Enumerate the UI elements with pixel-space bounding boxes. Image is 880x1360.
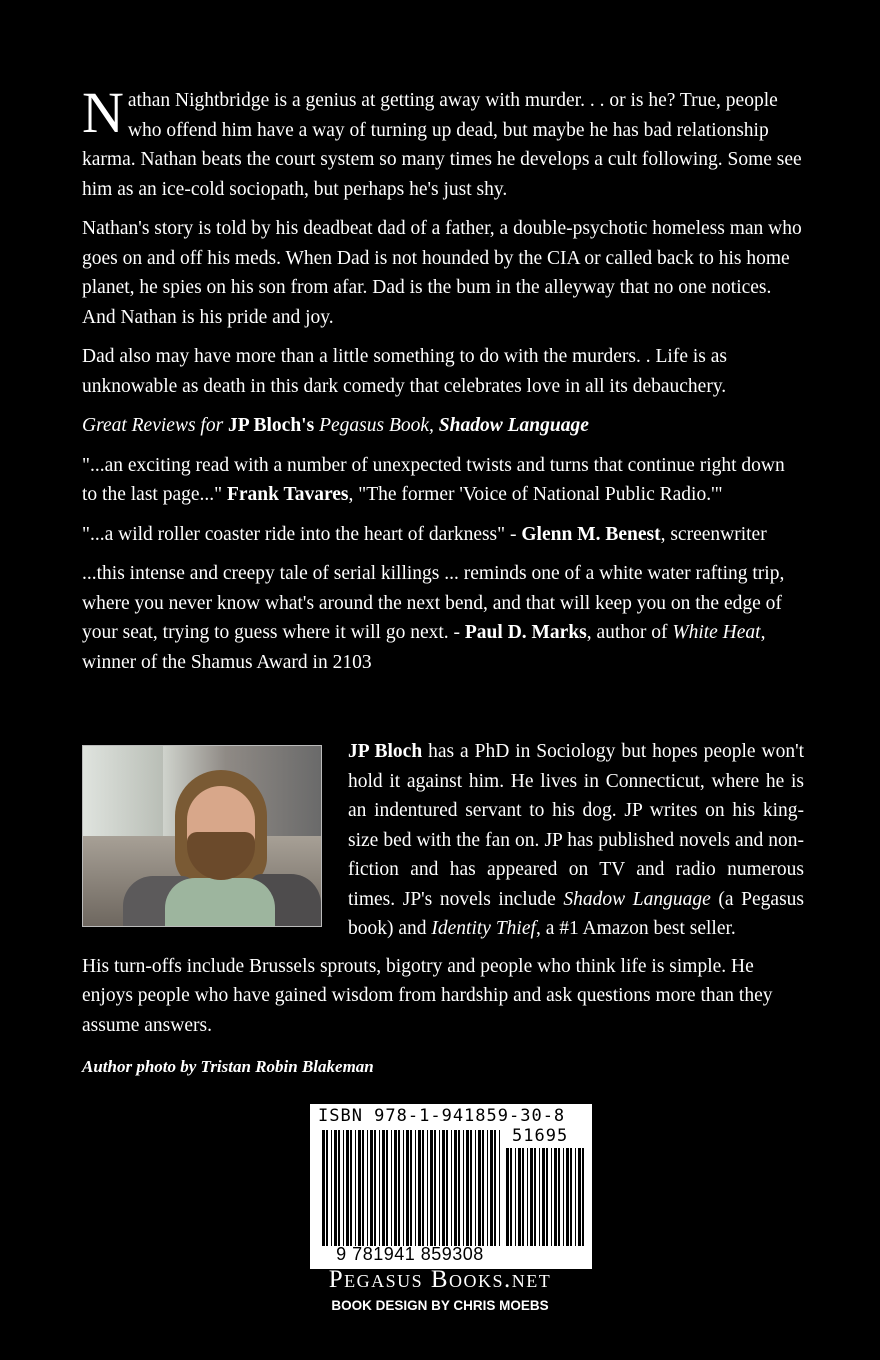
synopsis bbox=[82, 80, 804, 687]
price-code: 51695 bbox=[512, 1126, 569, 1146]
synopsis-paragraph-3: Dad also may have more than a little something to do with the murders. . Life is as unknowable as death in this dark comedy that celebrates love in all its debauchery. bbox=[82, 346, 727, 397]
reviews-heading-title: Shadow Language bbox=[438, 415, 589, 436]
review-2-name: Glenn M. Benest bbox=[521, 523, 661, 545]
reviews-heading-prefix: Great Reviews for bbox=[82, 415, 229, 436]
review-1 bbox=[82, 451, 804, 510]
review-3-mid: , author of bbox=[586, 622, 673, 643]
barcode-bars-addon bbox=[506, 1148, 586, 1246]
reviews-heading-mid: Pegasus Book, bbox=[314, 415, 439, 436]
design-credit: BOOK DESIGN BY CHRIS MOEBS bbox=[331, 1298, 549, 1313]
review-3-book: White Heat bbox=[672, 622, 761, 643]
review-3-end: , winner of the Shamus Award in 2103 bbox=[82, 622, 766, 673]
review-2-quote: "...a wild roller coaster ride into the heart of darkness" - bbox=[82, 523, 522, 545]
review-1-quote: "...an exciting read with a number of unexpected twists and turns that continue right down to the last page..." bbox=[82, 454, 785, 505]
review-1-role: , "The former 'Voice of National Public Radio.'" bbox=[348, 484, 723, 505]
isbn-barcode bbox=[310, 1104, 592, 1269]
review-2 bbox=[82, 520, 804, 550]
publisher-name: Pegasus Books.net bbox=[328, 1266, 552, 1293]
author-photo bbox=[82, 745, 322, 927]
author-name: JP Bloch bbox=[348, 741, 423, 762]
ean-number: 9 781941 859308 bbox=[336, 1244, 484, 1264]
photo-credit: Author photo by Tristan Robin Blakeman bbox=[82, 1057, 374, 1076]
review-3 bbox=[82, 559, 804, 677]
author-bio-2: (a Pegasus book) and bbox=[348, 888, 805, 939]
author-book-1: Shadow Language bbox=[563, 888, 711, 910]
author-bio-extra: His turn-offs include Brussels sprouts, bigotry and people who think life is simple. He enjoys people who have gained wisdom from hardship and ask questions more than they assume answers. bbox=[82, 955, 773, 1036]
review-1-name: Frank Tavares bbox=[226, 484, 349, 505]
isbn-number: ISBN 978-1-941859-30-8 bbox=[318, 1106, 566, 1126]
synopsis-paragraph-1 bbox=[82, 80, 804, 204]
author-section bbox=[82, 737, 804, 1090]
author-bio-1: has a PhD in Sociology but hopes people won't hold it against him. He lives in Connecticut, where he is an indentured servant to his dog. JP writes on his king-size bed with the fan on. JP has published novels and non-fiction and has appeared on TV and radio numerous times. JP's novels include bbox=[348, 741, 804, 910]
synopsis-text-1: athan Nightbridge is a genius at getting away with murder. . . or is he? True, people who offend him have a way of turning up dead, but maybe he has bad relationship karma. Nathan beats the court system so many times he develops a cult following. Some see him as an ice-cold sociopath, but perhaps he's just shy. bbox=[82, 90, 802, 200]
author-book-2: Identity Thief bbox=[431, 918, 536, 939]
reviews-heading bbox=[82, 411, 804, 441]
synopsis-paragraph-2: Nathan's story is told by his deadbeat dad of a father, a double-psychotic homeless man who goes on and off his meds. When Dad is not hounded by the CIA or called back to his home planet, he spies on his son from afar. Dad is the bum in the alleyway that no one notices. And Nathan is his pride and joy. bbox=[82, 218, 802, 328]
barcode-bars-main bbox=[322, 1130, 502, 1246]
drop-cap: N bbox=[82, 80, 124, 145]
review-2-role: , screenwriter bbox=[660, 523, 767, 545]
review-3-name: Paul D. Marks bbox=[464, 622, 587, 643]
author-bio-3: , a #1 Amazon best seller. bbox=[535, 918, 736, 939]
reviews-heading-author: JP Bloch's bbox=[228, 415, 315, 436]
review-3-quote: ...this intense and creepy tale of serial killings ... reminds one of a white water rafting trip, where you never know what's around the next bend, and that will keep you on the edge of your seat, trying to guess where it will go next. - bbox=[82, 563, 785, 643]
